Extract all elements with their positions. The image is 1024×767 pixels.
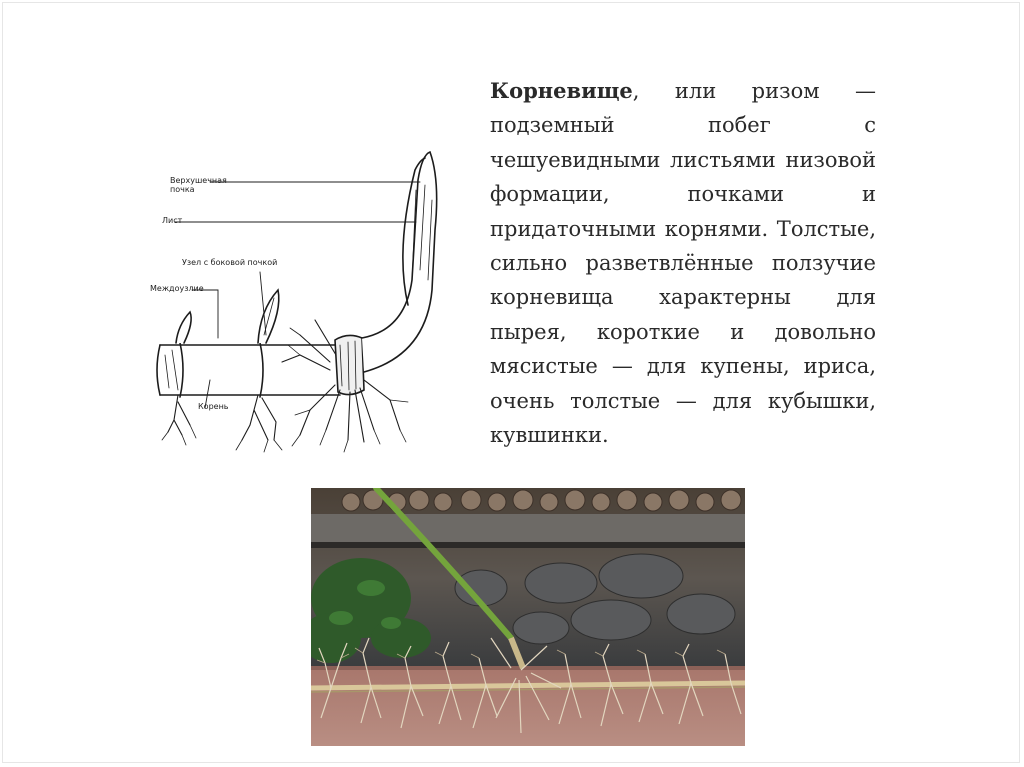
definition-body: , или ризом — подземный побег с чешуевидными листьями низовой формации, почками и придаточными корнями. Толстые, сильно разветвлённые ползучие корневища характерны для пырея, короткие и довольно мясистые — для купены, ириса, очень толстые — для кубышки, кувшинки. [490, 79, 876, 448]
label-leaf: Лист [162, 216, 183, 225]
rhizome-diagram [150, 140, 470, 460]
rhizome-photo-art [311, 488, 745, 746]
definition-text [490, 74, 876, 452]
label-node-bud: Узел с боковой почкой [182, 258, 278, 267]
label-internode: Междоузлие [150, 284, 204, 293]
term-rhizome: Корневище [490, 78, 633, 103]
label-apical-bud: Верхушечная почка [170, 176, 227, 194]
label-root: Корень [198, 402, 229, 411]
rhizome-photo [311, 488, 745, 746]
